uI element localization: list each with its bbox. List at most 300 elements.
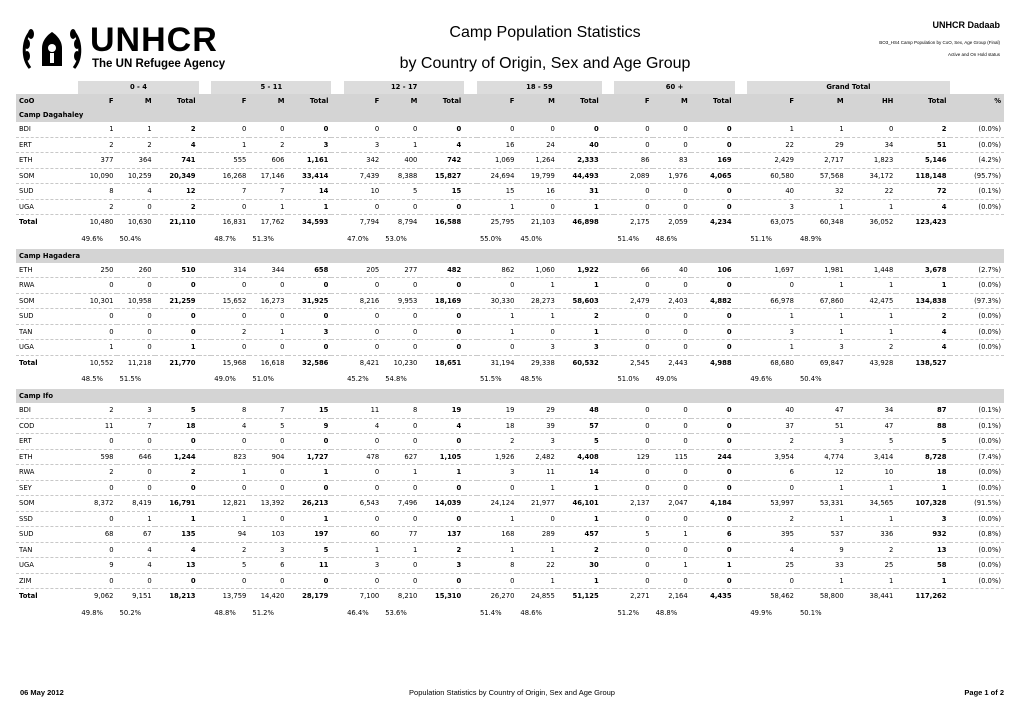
- value-cell: 0: [211, 434, 249, 450]
- value-cell: 3: [477, 465, 517, 481]
- column-gap: [735, 263, 748, 278]
- value-cell: 58,800: [819, 592, 844, 600]
- empty-cell: [896, 370, 949, 389]
- value-cell: 169: [691, 153, 735, 169]
- value-cell: 42,475: [847, 293, 897, 309]
- value-cell: 14,039: [420, 496, 464, 512]
- value-cell: 0: [691, 340, 735, 356]
- value-cell: 26,213: [288, 496, 332, 512]
- value-cell: 10,090: [78, 168, 116, 184]
- value-cell: (0.0%): [950, 137, 1004, 153]
- value-cell: 862: [477, 263, 517, 278]
- country-code: ETH: [16, 153, 78, 169]
- column-gap: [464, 324, 477, 340]
- column-gap: [464, 94, 477, 108]
- column-gap: [602, 558, 615, 574]
- column-gap: [602, 573, 615, 589]
- value-cell: 741: [155, 153, 199, 169]
- value-cell: 1: [155, 340, 199, 356]
- value-cell: 4: [117, 542, 155, 558]
- column-gap: [464, 434, 477, 450]
- value-cell: 2: [558, 542, 602, 558]
- column-header-row: [16, 94, 1004, 108]
- value-cell: 0: [249, 122, 287, 137]
- column-gap: [464, 355, 477, 370]
- report-subtitle: by Country of Origin, Sex and Age Group: [399, 55, 691, 72]
- camp-header-row: [16, 108, 1004, 122]
- value-cell: 0: [420, 309, 464, 325]
- column-gap: [199, 278, 212, 294]
- table-row: [16, 199, 1004, 215]
- value-cell: 482: [420, 263, 464, 278]
- female-percent: 51.4%: [617, 234, 640, 243]
- value-cell: 11: [288, 558, 332, 574]
- column-gap: [735, 81, 748, 94]
- value-cell: 0: [344, 278, 382, 294]
- column-header: F: [344, 94, 382, 108]
- total-row: [16, 355, 1004, 370]
- empty-cell: [691, 230, 735, 249]
- column-gap: [735, 558, 748, 574]
- value-cell: 1: [847, 309, 897, 325]
- column-gap: [602, 293, 615, 309]
- value-cell: 2: [747, 511, 797, 527]
- value-cell: 2: [78, 137, 116, 153]
- column-gap: [331, 403, 344, 418]
- value-cell: 8: [78, 184, 116, 200]
- column-gap: [735, 340, 748, 356]
- value-cell: 2: [211, 542, 249, 558]
- column-gap: [464, 137, 477, 153]
- value-cell: 3,678: [896, 263, 949, 278]
- value-cell: 1,727: [288, 449, 332, 465]
- value-cell: 31,925: [288, 293, 332, 309]
- value-cell: 12: [797, 465, 847, 481]
- value-cell: 0: [477, 122, 517, 137]
- value-cell: 1: [896, 480, 949, 496]
- value-cell: 1: [847, 511, 897, 527]
- value-cell: 1: [288, 199, 332, 215]
- value-cell: 117,262: [915, 592, 947, 600]
- column-gap: [331, 81, 344, 94]
- value-cell: 0: [691, 278, 735, 294]
- value-cell: 4,234: [710, 218, 732, 226]
- value-cell: 69,847: [819, 358, 844, 367]
- column-header: Total: [558, 94, 602, 108]
- value-cell: 24,124: [477, 496, 517, 512]
- value-cell: 0: [117, 340, 155, 356]
- value-cell: 1,060: [517, 263, 557, 278]
- column-gap: [464, 309, 477, 325]
- value-cell: 77: [382, 527, 420, 543]
- value-cell: 2,089: [614, 168, 652, 184]
- value-cell: 0: [517, 511, 557, 527]
- column-gap: [331, 168, 344, 184]
- male-percent: 51.2%: [252, 608, 274, 617]
- value-cell: 1: [896, 573, 949, 589]
- value-cell: 0: [614, 184, 652, 200]
- value-cell: 0: [155, 278, 199, 294]
- country-code: SEY: [16, 480, 78, 496]
- value-cell: 106: [691, 263, 735, 278]
- value-cell: 3: [344, 558, 382, 574]
- value-cell: 16,268: [211, 168, 249, 184]
- column-gap: [602, 153, 615, 169]
- empty-cell: [847, 604, 897, 623]
- value-cell: (0.0%): [950, 480, 1004, 496]
- value-cell: 314: [211, 263, 249, 278]
- value-cell: 28,179: [302, 592, 329, 600]
- table-row: [16, 558, 1004, 574]
- column-header: %: [950, 94, 1004, 108]
- value-cell: 87: [896, 403, 949, 418]
- column-gap: [464, 199, 477, 215]
- value-cell: 47: [847, 418, 897, 434]
- unhcr-logo: [20, 21, 250, 74]
- empty-cell: [331, 604, 344, 623]
- value-cell: 1,105: [420, 449, 464, 465]
- value-cell: 0: [691, 403, 735, 418]
- value-cell: 57,568: [797, 168, 847, 184]
- percentage-row: [16, 370, 1004, 389]
- value-cell: 40: [558, 137, 602, 153]
- column-gap: [602, 355, 615, 370]
- value-cell: 1,976: [653, 168, 691, 184]
- value-cell: 7,496: [382, 496, 420, 512]
- empty-cell: [602, 370, 615, 389]
- value-cell: 2,271: [630, 592, 650, 600]
- country-code: UGA: [16, 558, 78, 574]
- female-percent: 49.6%: [81, 234, 103, 243]
- value-cell: 1: [797, 511, 847, 527]
- value-cell: 537: [797, 527, 847, 543]
- value-cell: 0: [382, 573, 420, 589]
- value-cell: 18,169: [420, 293, 464, 309]
- value-cell: 3: [797, 434, 847, 450]
- column-header: M: [382, 94, 420, 108]
- value-cell: 22: [747, 137, 797, 153]
- value-cell: 5,146: [896, 153, 949, 169]
- value-cell: 0: [653, 465, 691, 481]
- value-cell: 24,855: [531, 592, 555, 600]
- value-cell: 30: [558, 558, 602, 574]
- column-gap: [199, 324, 212, 340]
- value-cell: 46,898: [572, 218, 599, 226]
- value-cell: 0: [382, 324, 420, 340]
- empty-cell: [847, 370, 897, 389]
- value-cell: 4,065: [691, 168, 735, 184]
- value-cell: 66,978: [747, 293, 797, 309]
- column-gap: [464, 293, 477, 309]
- value-cell: 10: [847, 465, 897, 481]
- value-cell: 63,075: [770, 218, 794, 226]
- value-cell: 2,482: [517, 449, 557, 465]
- value-cell: 1: [517, 573, 557, 589]
- value-cell: 7,439: [344, 168, 382, 184]
- column-gap: [735, 403, 748, 418]
- table-row: [16, 340, 1004, 356]
- empty-cell: [896, 230, 949, 249]
- empty-cell: [199, 230, 212, 249]
- value-cell: 0: [344, 324, 382, 340]
- country-code: RWA: [16, 278, 78, 294]
- value-cell: 0: [211, 340, 249, 356]
- column-gap: [464, 215, 477, 230]
- country-code: TAN: [16, 542, 78, 558]
- value-cell: (4.2%): [950, 153, 1004, 169]
- value-cell: 8,372: [78, 496, 116, 512]
- value-cell: 932: [896, 527, 949, 543]
- column-gap: [331, 278, 344, 294]
- empty-cell: [420, 230, 464, 249]
- value-cell: (0.1%): [950, 418, 1004, 434]
- value-cell: 598: [78, 449, 116, 465]
- value-cell: 0: [653, 403, 691, 418]
- value-cell: 4,882: [691, 293, 735, 309]
- male-percent: 50.1%: [799, 608, 822, 617]
- value-cell: 0: [420, 340, 464, 356]
- value-cell: 4: [896, 324, 949, 340]
- column-gap: [199, 215, 212, 230]
- value-cell: 8: [211, 403, 249, 418]
- value-cell: 9,953: [382, 293, 420, 309]
- empty-cell: [950, 230, 1004, 249]
- male-percent: 51.0%: [252, 375, 274, 383]
- female-percent: 49.0%: [214, 375, 236, 383]
- value-cell: 277: [382, 263, 420, 278]
- value-cell: 88: [896, 418, 949, 434]
- value-cell: 457: [558, 527, 602, 543]
- value-cell: 8,419: [117, 496, 155, 512]
- value-cell: 0: [653, 309, 691, 325]
- value-cell: 0: [614, 465, 652, 481]
- value-cell: 13,759: [222, 592, 247, 600]
- column-gap: [464, 496, 477, 512]
- country-code: SUD: [16, 527, 78, 543]
- value-cell: 12: [155, 184, 199, 200]
- value-cell: 0: [691, 511, 735, 527]
- value-cell: 7: [211, 184, 249, 200]
- value-cell: (0.0%): [950, 558, 1004, 574]
- column-gap: [735, 278, 748, 294]
- column-gap: [735, 480, 748, 496]
- column-gap: [464, 403, 477, 418]
- empty-cell: [288, 230, 332, 249]
- value-cell: 0: [653, 278, 691, 294]
- value-cell: 0: [517, 324, 557, 340]
- age-group-header: 0 - 4: [78, 81, 198, 94]
- value-cell: 16,273: [249, 293, 287, 309]
- male-percent: 48.6%: [655, 234, 678, 243]
- value-cell: 1: [797, 122, 847, 137]
- country-code: Total: [19, 592, 38, 600]
- column-gap: [331, 263, 344, 278]
- value-cell: 2,403: [653, 293, 691, 309]
- column-gap: [199, 511, 212, 527]
- total-row: [16, 215, 1004, 230]
- column-gap: [331, 122, 344, 137]
- value-cell: 32: [797, 184, 847, 200]
- column-gap: [199, 573, 212, 589]
- value-cell: 2,175: [630, 218, 650, 226]
- value-cell: 48: [558, 403, 602, 418]
- column-gap: [464, 480, 477, 496]
- value-cell: 33: [797, 558, 847, 574]
- country-code: ETH: [16, 263, 78, 278]
- camp-header-row: [16, 249, 1004, 263]
- value-cell: 15,827: [420, 168, 464, 184]
- value-cell: 2: [558, 309, 602, 325]
- column-gap: [464, 558, 477, 574]
- column-gap: [735, 496, 748, 512]
- value-cell: 4,184: [691, 496, 735, 512]
- value-cell: 1: [517, 278, 557, 294]
- value-cell: 0: [420, 324, 464, 340]
- value-cell: 60,532: [572, 358, 599, 367]
- value-cell: 3,954: [747, 449, 797, 465]
- value-cell: 3: [747, 199, 797, 215]
- column-gap: [331, 199, 344, 215]
- footer-date: 06 May 2012: [20, 688, 64, 697]
- value-cell: 0: [78, 573, 116, 589]
- value-cell: 3: [288, 324, 332, 340]
- value-cell: 197: [288, 527, 332, 543]
- value-cell: (0.0%): [950, 199, 1004, 215]
- value-cell: 823: [211, 449, 249, 465]
- value-cell: 5: [614, 527, 652, 543]
- column-gap: [199, 449, 212, 465]
- male-percent: 48.5%: [520, 375, 542, 383]
- value-cell: 3: [558, 340, 602, 356]
- value-cell: 18: [477, 418, 517, 434]
- table-row: [16, 324, 1004, 340]
- column-gap: [602, 278, 615, 294]
- value-cell: 2: [117, 137, 155, 153]
- value-cell: 289: [517, 527, 557, 543]
- value-cell: 2: [896, 309, 949, 325]
- value-cell: 38,441: [869, 592, 894, 600]
- female-percent: 49.6%: [750, 375, 772, 383]
- value-cell: 11: [344, 403, 382, 418]
- value-cell: 18,213: [169, 592, 196, 600]
- value-cell: 0: [382, 480, 420, 496]
- value-cell: 0: [211, 122, 249, 137]
- empty-cell: [558, 604, 602, 623]
- column-gap: [735, 324, 748, 340]
- value-cell: 29: [797, 137, 847, 153]
- value-cell: 21,770: [169, 358, 196, 367]
- male-percent: 50.4%: [799, 375, 822, 383]
- value-cell: 1,448: [847, 263, 897, 278]
- male-percent: 48.6%: [520, 608, 542, 617]
- country-code: ERT: [16, 434, 78, 450]
- value-cell: 0: [117, 309, 155, 325]
- value-cell: 4: [896, 340, 949, 356]
- value-cell: 1: [797, 199, 847, 215]
- column-gap: [735, 215, 748, 230]
- value-cell: 60,348: [819, 218, 844, 226]
- table-row: [16, 480, 1004, 496]
- column-header: M: [517, 94, 557, 108]
- value-cell: 1,981: [797, 263, 847, 278]
- value-cell: 3: [517, 340, 557, 356]
- value-cell: 129: [614, 449, 652, 465]
- column-header: F: [78, 94, 116, 108]
- value-cell: 2,443: [668, 358, 688, 367]
- value-cell: 1: [477, 309, 517, 325]
- report-title: Camp Population Statistics: [449, 24, 641, 41]
- value-cell: 1,244: [155, 449, 199, 465]
- value-cell: 4,774: [797, 449, 847, 465]
- value-cell: 260: [117, 263, 155, 278]
- value-cell: 3,414: [847, 449, 897, 465]
- camp-name: Camp Ifo: [16, 389, 1004, 403]
- value-cell: 7: [249, 184, 287, 200]
- country-code: SOM: [16, 168, 78, 184]
- column-gap: [199, 168, 212, 184]
- female-percent: 51.5%: [479, 375, 502, 383]
- female-percent: 55.0%: [479, 234, 502, 243]
- value-cell: 0: [211, 309, 249, 325]
- female-percent: 48.8%: [214, 608, 236, 617]
- value-cell: 344: [249, 263, 287, 278]
- value-cell: 0: [614, 511, 652, 527]
- value-cell: 0: [249, 480, 287, 496]
- column-gap: [735, 511, 748, 527]
- value-cell: 4: [211, 418, 249, 434]
- value-cell: 0: [691, 199, 735, 215]
- empty-cell: [16, 370, 78, 389]
- empty-cell: [691, 604, 735, 623]
- table-row: [16, 122, 1004, 137]
- value-cell: 2,333: [558, 153, 602, 169]
- value-cell: 2,479: [614, 293, 652, 309]
- column-gap: [199, 153, 212, 169]
- value-cell: 72: [896, 184, 949, 200]
- value-cell: 1,926: [477, 449, 517, 465]
- male-percent: 48.9%: [799, 234, 822, 243]
- table-row: [16, 434, 1004, 450]
- column-gap: [331, 434, 344, 450]
- column-gap: [464, 278, 477, 294]
- value-cell: 10,259: [117, 168, 155, 184]
- column-gap: [199, 94, 212, 108]
- column-gap: [464, 511, 477, 527]
- country-code: SOM: [16, 496, 78, 512]
- value-cell: 40: [747, 184, 797, 200]
- value-cell: 118,148: [896, 168, 949, 184]
- country-code: ZIM: [16, 573, 78, 589]
- value-cell: 51: [797, 418, 847, 434]
- column-gap: [199, 122, 212, 137]
- value-cell: 5: [155, 403, 199, 418]
- value-cell: 66: [614, 263, 652, 278]
- value-cell: 646: [117, 449, 155, 465]
- table-row: [16, 137, 1004, 153]
- age-group-header: 5 - 11: [211, 81, 331, 94]
- value-cell: 34,172: [847, 168, 897, 184]
- value-cell: 15: [477, 184, 517, 200]
- value-cell: 2,137: [614, 496, 652, 512]
- empty-cell: [420, 604, 464, 623]
- value-cell: 1: [747, 340, 797, 356]
- value-cell: 0: [249, 340, 287, 356]
- value-cell: 0: [344, 340, 382, 356]
- country-code: SUD: [16, 184, 78, 200]
- value-cell: 15: [420, 184, 464, 200]
- empty-cell: [155, 370, 199, 389]
- value-cell: 18: [155, 418, 199, 434]
